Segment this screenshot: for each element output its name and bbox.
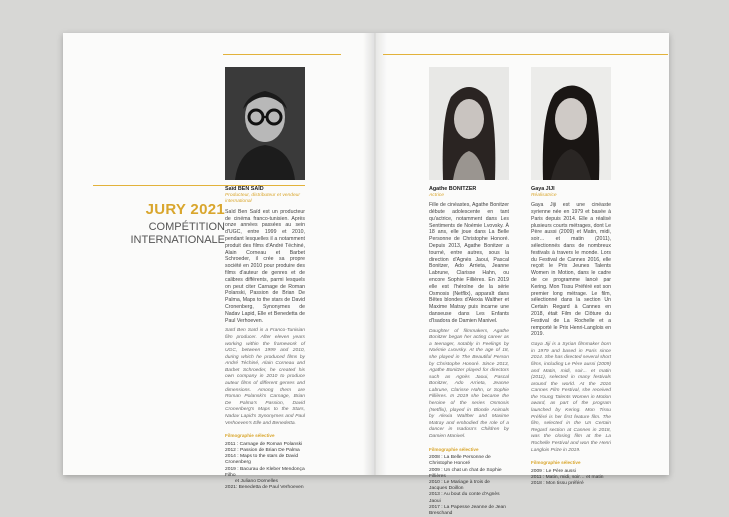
filmography-list	[531, 469, 611, 488]
filmography-title: Filmographie sélective	[225, 433, 275, 439]
filmography-title: Filmographie sélective	[531, 460, 581, 466]
member-column-said-ben-said	[225, 186, 305, 491]
filmography-item: 2008 : La Belle Personne de Christophe Honoré	[429, 455, 491, 467]
portrait-said-ben-said	[225, 67, 305, 180]
jury-title: JURY 2021	[145, 201, 225, 218]
booklet-spread	[63, 33, 669, 517]
member-role: Actrice	[429, 192, 444, 198]
jury-subtitle-line-2: INTERNATIONALE	[130, 234, 225, 246]
filmography-item: 2019 : Bacurau de Kleber Mendonça Filho	[225, 466, 305, 478]
filmography-item: 2021: Benedetta de Paul Verhoeven	[225, 485, 304, 491]
member-column-gaya-jiji	[531, 186, 611, 487]
filmography-item: 2014 : Maps to the stars de David Cronenberg	[225, 454, 299, 466]
jury-title-rule	[93, 185, 225, 186]
member-bio-fr: Saïd Ben Saïd est un producteur de cinéma franco-tunisien. Après onze années passées au sein d'UGC, entre 1999 et 2010, pendant lesquelles il a notamment produit des films d'André Téchiné, Alain Corneau et Barbet Schroeder, il crée sa propre société en 2010 pour produire des films d'auteur de genres et de calibres différents, parmi lesquels on peut citer Carnage de Roman Polanski, Passion de Brian De Palma, Maps to the stars de David Cronenberg, Synonymes de Nadav Lapid, Elle et Benedetta de Paul Verhoeven.	[225, 208, 305, 324]
page-gutter	[363, 33, 387, 475]
filmography-item: 2018 : Mon tissu préféré	[531, 481, 584, 487]
portrait-agathe-bonitzer	[429, 67, 509, 180]
top-rule-left	[223, 54, 341, 55]
member-bio-fr: Fille de cinéastes, Agathe Bonitzer débute adolescente en tant qu'actrice, notamment dans Les Sentiments de Noémie Lvovsky. À 18 ans, elle joue dans La Belle Personne de Christophe Honoré. Depuis 2013, Agathe Bonitzer a tourné, entre autres, sous la direction d'Agnès Jaoui, Pascal Bonitzer, Ado Arrieta, Jeanne Labrune, Clarisse Hahn, ou encore Sophie Fillières. En 2019 elle est l'héroïne de la série Osmosis (Netflix), apparaît dans Bêtes blondes d'Alexia Walther et Maxime Matray puis incarne une danseuse dans Les Enfants d'Isadora de Damien Manivel.	[429, 202, 509, 324]
member-bio-fr: Gaya Jiji est une cinéaste syrienne née en 1979 et basée à Paris depuis 2014. Elle a réalisé plusieurs courts métrages, dont Le Père aussi (2009) et Matin, midi, soir… et matin (2011), sélectionnés dans de nombreux festivals à travers le monde. Lors du Festival de Cannes 2016, elle reçoit le Prix Jeunes Talents Women in Motion, dans le cadre de ce programme lancé par Kering. Mon Tissu Préféré est son premier long métrage. Le film, sélectionné dans la section Un Certain Regard à Cannes en 2018, était Film de Clôture du Festival de La Rochelle et a remporté le Prix Henri-Langlois en 2019.	[531, 202, 611, 338]
filmography-item: 2013 : Au bout du conte d'Agnès Jaoui	[429, 492, 500, 504]
filmography-item: 2009 : Un chat un chat de Sophie Fillières	[429, 467, 502, 479]
jury-subtitle	[63, 221, 225, 247]
member-name: Gaya JIJI	[531, 186, 555, 192]
filmography-list	[429, 455, 509, 517]
filmography-title: Filmographie sélective	[429, 446, 479, 452]
member-name: Saïd BEN SAÏD	[225, 186, 264, 192]
filmography-item: 2011 : Carnage de Roman Polanski	[225, 441, 303, 447]
member-column-agathe-bonitzer	[429, 186, 509, 517]
member-role: Réalisatrice	[531, 192, 557, 198]
filmography-item: 2011 : Matin, midi, soir… et matin	[531, 475, 604, 481]
portrait-gaya-jiji-illustration	[531, 67, 611, 180]
filmography-item: 2010 : Le Mariage à trois de Jacques Doillon	[429, 480, 490, 492]
filmography-item: 2009 : Le Père aussi	[531, 468, 576, 474]
filmography-item: 2012 : Passion de Brian De Palma	[225, 448, 300, 454]
member-bio-en: Daughter of filmmakers, Agathe Bonitzer began her acting career as a teenager, notably in Feelings by Noémie Lvovsky. At the age of 18, she played in The Beautiful Person by Christophe Honoré. Since 2013, Agathe Bonitzer played for directors such as Agnès Jaoui, Pascal Bonitzer, Ado Arrieta, Jeanne Labrune, Clarisse Hahn, or Sophie Fillières. In 2019 she became the heroine of the series Osmosis (Netflix), played in Blonde Animals by Alexia Walther and Maxime Matray and embodied the role of a dancer in Isadora's Children by Damien Manivel.	[429, 328, 509, 440]
member-role: Producteur, distributeur et vendeur international	[225, 192, 301, 205]
member-bio-en: Gaya Jiji is a Syrian filmmaker born in 1979 and based in Paris since 2014. She has directed several short films, including Le Père aussi (2009) and Matin, midi, soir... et matin (2011), selected in many festivals around the world. At the 2016 Cannes Film Festival, she received the Young Talents Women in Motion award, as part of the program launched by Kering. Mon Tissu Préféré is her first feature film. The film, selected in the Un Certain Regard section at Cannes in 2018, was the closing film at the La Rochelle Festival and won the Henri Langlois Prize in 2019.	[531, 342, 611, 453]
portrait-agathe-bonitzer-illustration	[429, 67, 509, 180]
filmography-list	[225, 442, 305, 492]
member-bio-en: Saïd Ben Saïd is a Franco-Tunisian film producer. After eleven years working within the framework of UGC, between 1999 and 2010, during which he produced films by André Téchiné, Alain Corneau and Barbet Schroeder, he created his own company in 2010 to produce auteur films of different genres and dimensions. Among them are Roman Polanski's Carnage, Brian De Palma's Passion, David Cronenberg's Maps to the Stars, Nadav Lapid's Synonymes and Paul Verhoeven's Elle and Benedetta.	[225, 328, 305, 426]
portrait-gaya-jiji	[531, 67, 611, 180]
member-name: Agathe BONITZER	[429, 186, 477, 192]
filmography-item: 2017 : La Papesse Jeanne de Jean Breschand	[429, 504, 506, 517]
portrait-said-ben-said-illustration	[225, 67, 305, 180]
filmography-item: et Juliano Dornelles	[235, 479, 278, 485]
jury-subtitle-line-1: COMPÉTITION	[148, 221, 225, 233]
top-rule-right	[383, 54, 668, 55]
